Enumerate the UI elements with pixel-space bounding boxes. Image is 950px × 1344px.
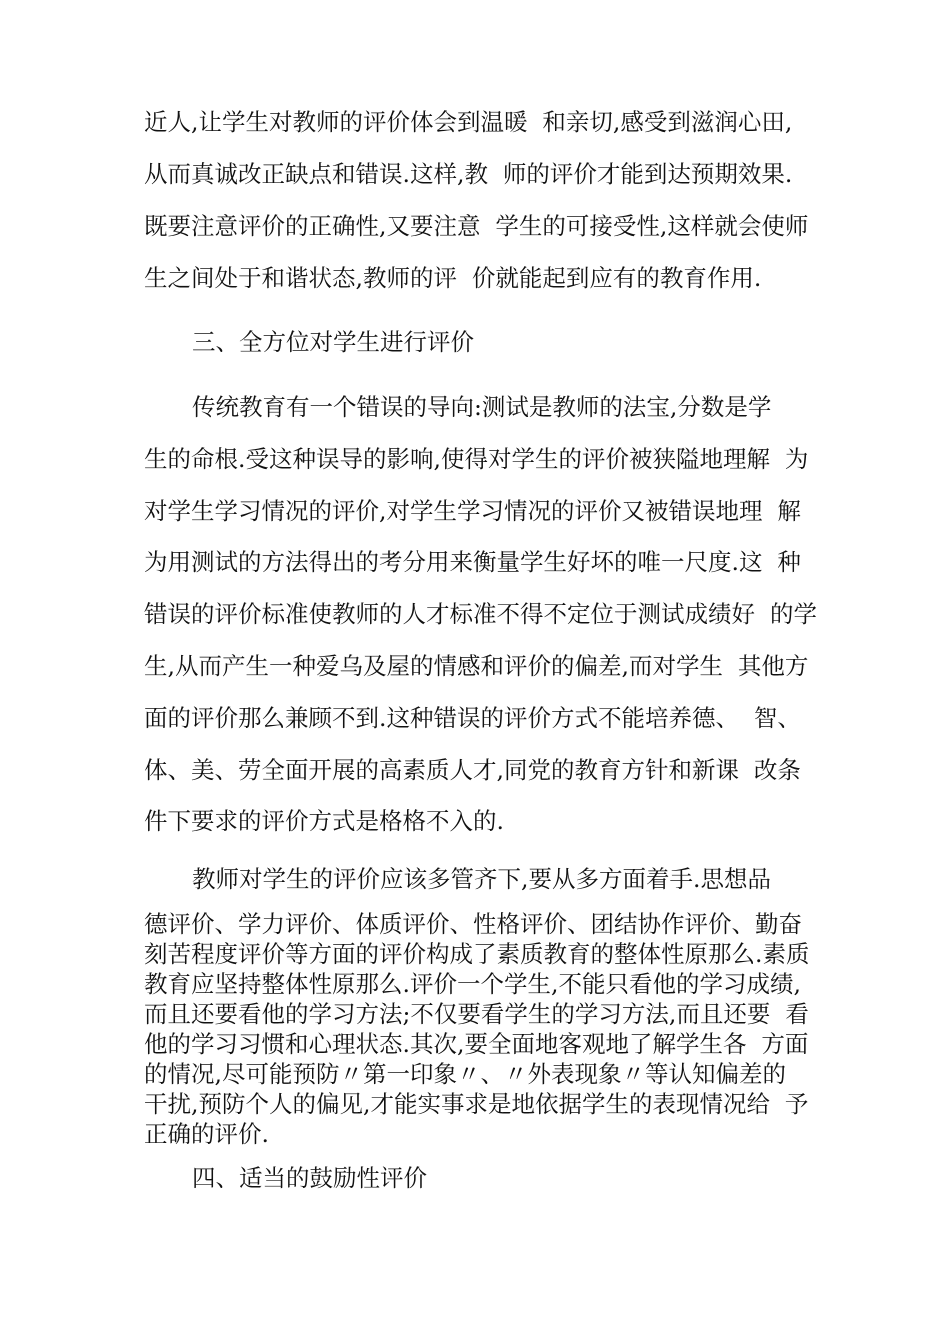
section-heading: 四、适当的鼓励性评价 [192,1164,427,1192]
paragraph-line: 教师对学生的评价应该多管齐下,要从多方面着手.思想品 [192,865,771,893]
paragraph-line: 干扰,预防个人的偏见,才能实事求是地依据学生的表现情况给 予 [144,1090,809,1118]
paragraph-line: 生之间处于和谐状态,教师的评 价就能起到应有的教育作用. [144,264,762,292]
paragraph-line: 既要注意评价的正确性,又要注意 学生的可接受性,这样就会使师 [144,212,809,240]
paragraph-line: 对学生学习情况的评价,对学生学习情况的评价又被错误地理 解 [144,497,801,525]
paragraph-line: 生的命根.受这种误导的影响,使得对学生的评价被狭隘地理解 为 [144,445,809,473]
paragraph-line: 德评价、学力评价、体质评价、性格评价、团结协作评价、勤奋 [144,910,802,938]
paragraph-line: 面的评价那么兼顾不到.这种错误的评价方式不能培养德、 智、 [144,704,801,732]
paragraph-line: 为用测试的方法得出的考分用来衡量学生好坏的唯一尺度.这 种 [144,548,801,576]
paragraph-line: 传统教育有一个错误的导向:测试是教师的法宝,分数是学 [192,393,772,421]
paragraph-line: 刻苦程度评价等方面的评价构成了素质教育的整体性原那么.素质 [144,940,810,968]
paragraph-line: 正确的评价. [144,1120,269,1148]
paragraph-line: 生,从而产生一种爱乌及屋的情感和评价的偏差,而对学生 其他方 [144,652,809,680]
paragraph-line: 教育应坚持整体性原那么.评价一个学生,不能只看他的学习成绩, [144,970,801,998]
paragraph-line: 错误的评价标准使教师的人才标准不得不定位于测试成绩好 的学 [144,600,817,628]
paragraph-line: 近人,让学生对教师的评价体会到温暖 和亲切,感受到滋润心田, [144,108,793,136]
paragraph-line: 他的学习习惯和心理状态.其次,要全面地客观地了解学生各 方面 [144,1030,809,1058]
paragraph-line: 从而真诚改正缺点和错误.这样,教 师的评价才能到达预期效果. [144,160,793,188]
section-heading: 三、全方位对学生进行评价 [192,328,474,356]
paragraph-line: 而且还要看他的学习方法;不仅要看学生的学习方法,而且还要 看 [144,1000,809,1028]
paragraph-line: 件下要求的评价方式是格格不入的. [144,807,504,835]
paragraph-line: 的情况,尽可能预防〃第一印象〃、〃外表现象〃等认知偏差的 [144,1060,786,1088]
paragraph-line: 体、美、劳全面开展的高素质人才,同党的教育方针和新课 改条 [144,756,801,784]
